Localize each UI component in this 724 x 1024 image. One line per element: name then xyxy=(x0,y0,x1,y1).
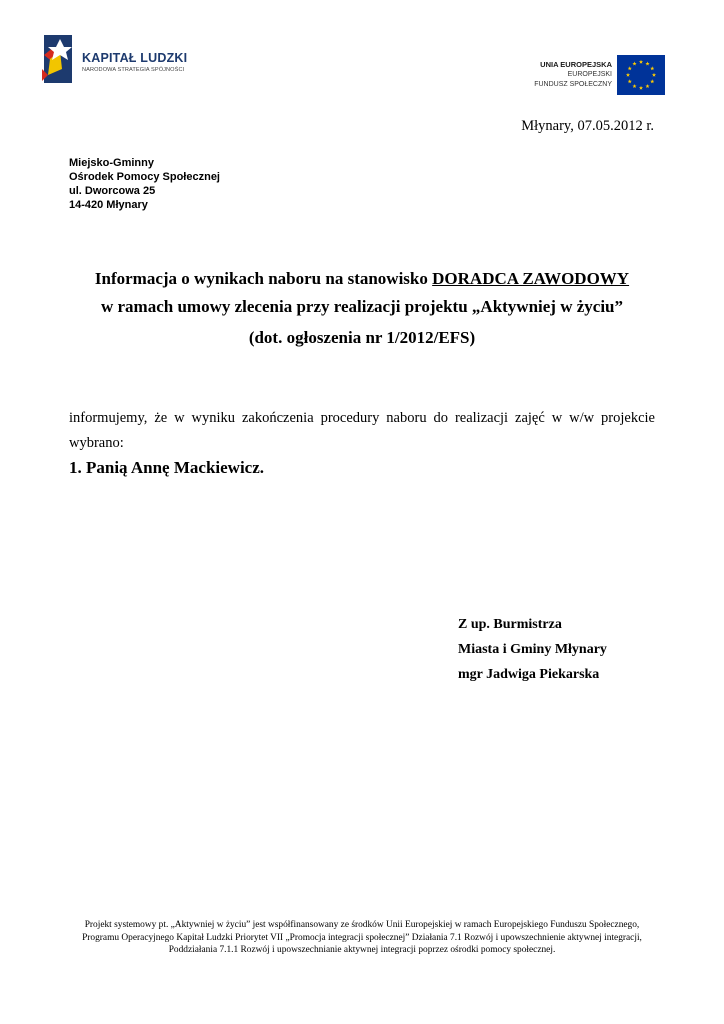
title-line-1 xyxy=(0,269,724,289)
signature-line-2: Miasta i Gminy Młynary xyxy=(458,642,607,657)
eu-star-icon xyxy=(645,84,649,88)
eu-star-icon xyxy=(650,66,654,70)
footer-line-3: Poddziałania 7.1.1 Rozwój i upowszechnianie aktywnej integracji poprzez ośrodki pomocy społecznej. xyxy=(168,945,556,955)
eu-star-icon xyxy=(628,66,632,70)
footer-line-2: Programu Operacyjnego Kapitał Ludzki Priorytet VII „Promocja integracji społecznej” Działania 7.1 Rozwój i upowszechnienie aktywnej integracji, xyxy=(82,932,642,943)
selected-candidate: 1. Panią Annę Mackiewicz. xyxy=(69,458,265,477)
eu-line-3: FUNDUSZ SPOŁECZNY xyxy=(534,81,612,88)
footer-note xyxy=(40,919,684,957)
kapital-ludzki-title: KAPITAŁ LUDZKI xyxy=(82,51,188,65)
eu-star-icon xyxy=(632,84,636,88)
signature-line-3: mgr Jadwiga Piekarska xyxy=(458,667,600,682)
title-line-2: w ramach umowy zlecenia przy realizacji projektu „Aktywniej w życiu” xyxy=(100,297,624,316)
eu-line-1: UNIA EUROPEJSKA xyxy=(540,60,612,69)
eu-logo-text xyxy=(534,60,612,90)
kapital-ludzki-emblem-icon xyxy=(40,33,76,85)
signature-block xyxy=(458,612,607,687)
body-paragraph: informujemy, że w wyniku zakończenia procedury naboru do realizacji zajęć w w/w projekcie wybrano: xyxy=(69,410,655,451)
signature-line-1: Z up. Burmistrza xyxy=(458,617,562,632)
sender-line-4: 14-420 Młynary xyxy=(69,199,148,211)
sender-line-1: Miejsko-Gminny xyxy=(69,157,154,169)
eu-line-2: EUROPEJSKI xyxy=(567,71,612,78)
sender-address xyxy=(69,156,220,212)
sender-line-2: Ośrodek Pomocy Społecznej xyxy=(69,171,220,183)
eu-star-icon xyxy=(626,73,630,77)
title-line-3: (dot. ogłoszenia nr 1/2012/EFS) xyxy=(248,328,476,347)
title-position: DORADCA ZAWODOWY xyxy=(432,269,630,288)
kapital-ludzki-subtitle: NARODOWA STRATEGIA SPÓJNOŚCI xyxy=(82,67,185,73)
title-prefix: Informacja o wynikach naboru na stanowisko xyxy=(94,269,433,288)
eu-star-icon xyxy=(639,60,643,64)
eu-star-icon xyxy=(650,79,654,83)
footer-line-1: Projekt systemowy pt. „Aktywniej w życiu” jest współfinansowany ze środków Unii Europejskiej w ramach Europejskiego Funduszu Społecznego, xyxy=(84,920,640,930)
kapital-ludzki-logo xyxy=(40,33,200,91)
eu-star-icon xyxy=(639,86,643,90)
eu-star-icon xyxy=(645,62,649,66)
eu-star-icon xyxy=(652,73,656,77)
eu-star-icon xyxy=(632,62,636,66)
eu-star-icon xyxy=(628,79,632,83)
date-line: Młynary, 07.05.2012 r. xyxy=(521,118,654,134)
sender-line-3: ul. Dworcowa 25 xyxy=(69,185,156,197)
eu-flag-icon xyxy=(617,55,665,95)
